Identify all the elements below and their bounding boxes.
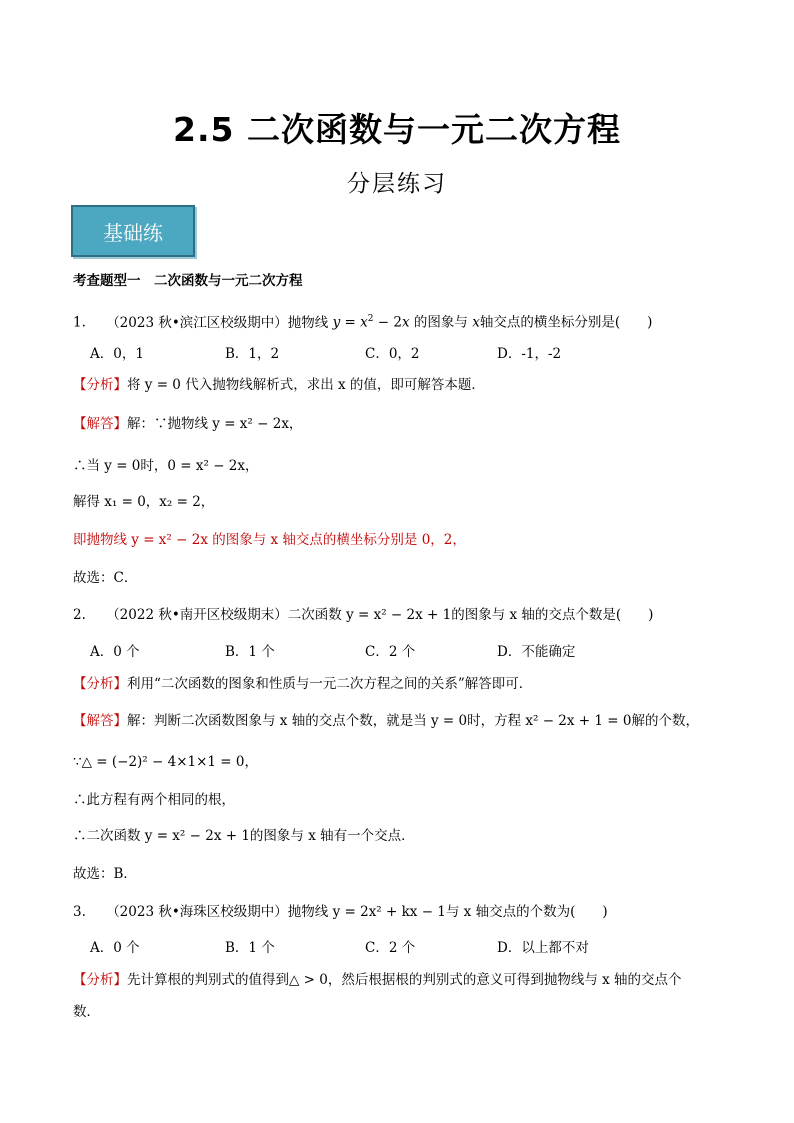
q1-source: （2023 秋•滨江区校级期中）抛物线	[106, 314, 329, 331]
q3-stem	[73, 902, 608, 922]
q2-choice-b: B．1 个	[225, 644, 275, 660]
page-title: 2.5 二次函数与一元二次方程	[173, 110, 621, 149]
q2-choice-d: D．不能确定	[497, 644, 576, 660]
q3-choice-b: B．1 个	[225, 940, 275, 956]
q2-analysis-text: 利用“二次函数的图象和性质与一元二次方程之间的关系”解答即可．	[127, 676, 533, 692]
q1-answer-1: 【解答】解：∵抛物线 y = x² − 2x，	[73, 416, 303, 432]
q2-choice-a: A．0 个	[90, 644, 140, 660]
q1-answer-tag: 【解答】	[73, 416, 127, 432]
level-badge: 基础练	[71, 205, 195, 257]
q2-choice-c: C．2 个	[365, 644, 416, 660]
q3-text: （2023 秋•海珠区校级期中）抛物线 y = 2x² + kx − 1与 x 轴交点的个数为( )	[106, 904, 608, 920]
section-heading: 考查题型一 二次函数与一元二次方程	[73, 273, 303, 289]
q2-text: （2022 秋•南开区校级期末）二次函数 y = x² − 2x + 1的图象与 x 轴的交点个数是( )	[106, 607, 654, 623]
q2-answer-tag: 【解答】	[73, 713, 127, 729]
q3-choice-c: C．2 个	[365, 940, 416, 956]
q3-analysis-2: 数．	[73, 1004, 100, 1020]
q2-number: 2.	[73, 607, 86, 623]
q3-analysis-1: 【分析】先计算根的判别式的值得到△ > 0，然后根据根的判别式的意义可得到抛物线与 x 轴的交点个	[73, 972, 682, 988]
q3-analysis-tag: 【分析】	[73, 972, 127, 988]
q3-number: 3.	[73, 904, 86, 920]
q1-analysis-text: 将 y = 0 代入抛物线解析式，求出 x 的值，即可解答本题．	[127, 377, 485, 393]
q2-answer-5: 故选：B．	[73, 866, 137, 882]
q1-choice-d: D．-1，-2	[497, 346, 562, 362]
q2-analysis-tag: 【分析】	[73, 676, 127, 692]
q2-answer-3: ∴此方程有两个相同的根，	[73, 792, 235, 808]
q1-stem-mid: 的图象与	[413, 314, 468, 331]
q1-answer-2: ∴当 y = 0时，0 = x² − 2x，	[73, 458, 259, 474]
q3-choice-a: A．0 个	[90, 940, 140, 956]
q1-answer-4: 即抛物线 y = x² − 2x 的图象与 x 轴交点的横坐标分别是 0，2，	[73, 532, 466, 548]
page-subtitle: 分层练习	[347, 171, 447, 197]
q2-analysis	[73, 674, 532, 694]
q2-answer-1: 【解答】解：判断二次函数图象与 x 轴的交点个数，就是当 y = 0时，方程 x² − 2x + 1 = 0解的个数，	[73, 713, 699, 729]
q3-choice-d: D．以上都不对	[497, 940, 589, 956]
q1-stem: 1. （2023 秋•滨江区校级期中）抛物线 $y = x^2 - 2x$ 的图象与 x轴交点的横坐标分别是( )	[73, 314, 653, 331]
q2-stem	[73, 605, 653, 625]
q1-choice-a: A．0，1	[90, 346, 144, 362]
q1-choice-c: C．0，2	[365, 346, 420, 362]
q1-analysis	[73, 375, 485, 395]
q1-answer-3: 解得 x₁ = 0，x₂ = 2，	[73, 494, 215, 510]
q1-choice-b: B．1，2	[225, 346, 280, 362]
q1-answer-5: 故选：C．	[73, 570, 138, 586]
q1-analysis-tag: 【分析】	[73, 377, 127, 393]
q1-number: 1.	[73, 314, 86, 331]
q2-answer-4: ∴二次函数 y = x² − 2x + 1的图象与 x 轴有一个交点．	[73, 828, 415, 844]
q2-answer-2: ∵△ = (−2)² − 4×1×1 = 0，	[73, 754, 258, 770]
q1-stem-end: 轴交点的横坐标分别是( )	[479, 314, 653, 331]
